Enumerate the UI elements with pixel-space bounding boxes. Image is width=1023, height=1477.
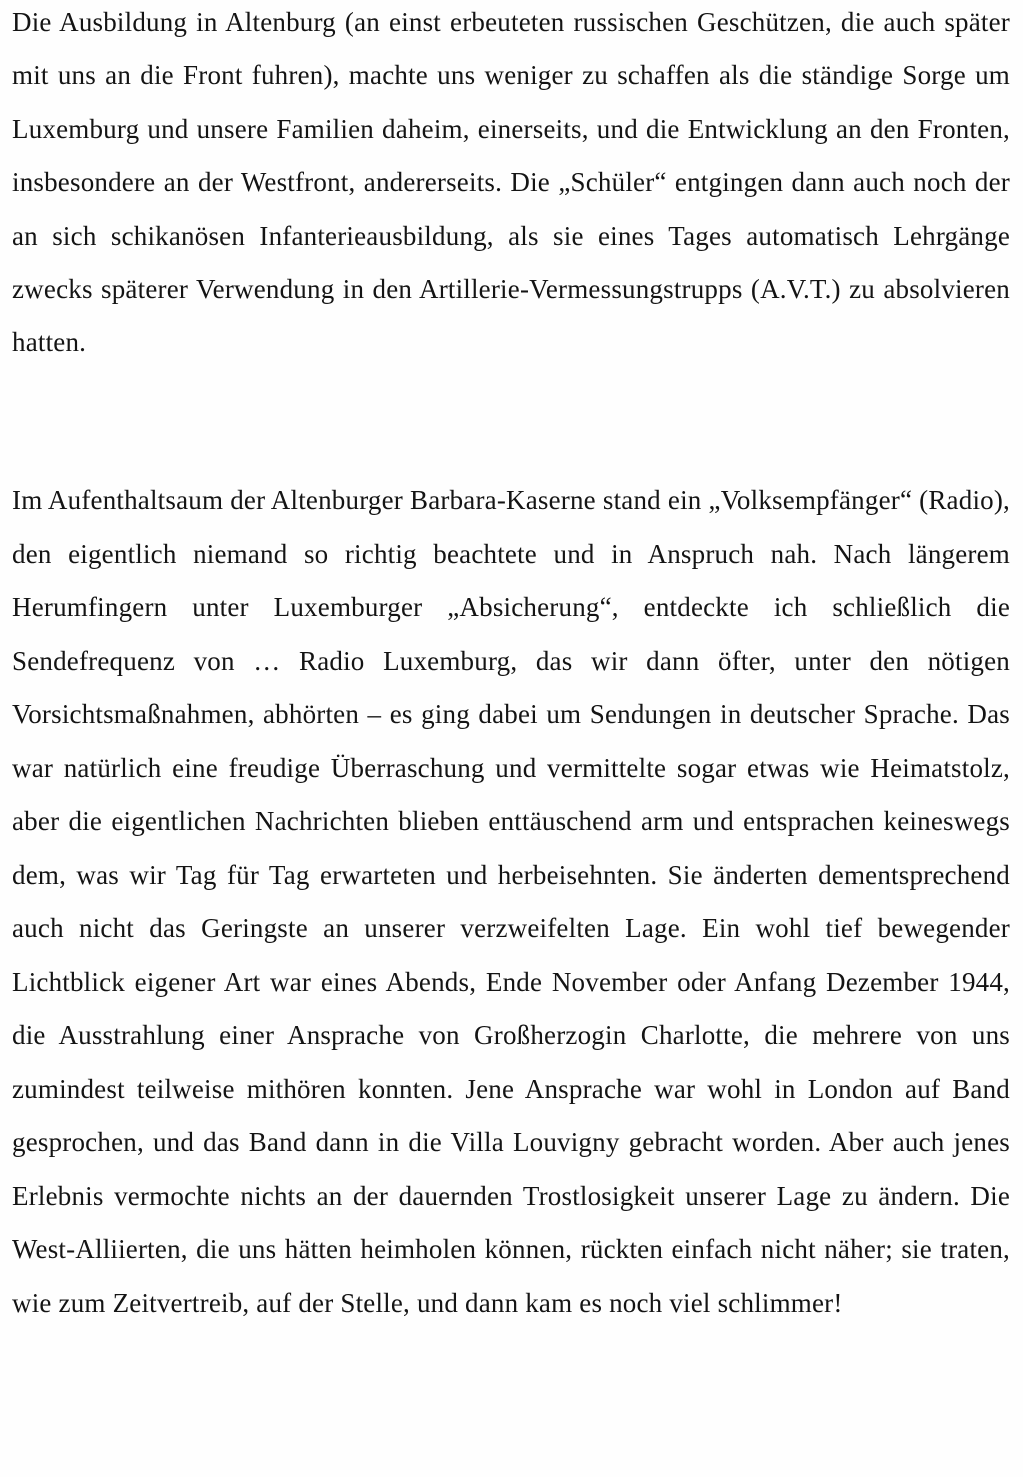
paragraph-radio-luxemburg: Im Aufenthaltsaum der Altenburger Barbara-Kaserne stand ein „Volksempfänger“ (Radio), den eigentlich niemand so richtig beachtete und in Anspruch nah. Nach längerem Herumfingern unter Luxemburger „Absicherung“, entdeckte ich schließlich die Sendefrequenz von … Radio Luxemburg, das wir dann öfter, unter den nötigen Vorsichtsmaßnahmen, abhörten – es ging dabei um Sendungen in deutscher Sprache. Das war natürlich eine freudige Überraschung und vermittelte sogar etwas wie Heimatstolz, aber die eigentlichen Nachrichten blieben enttäuschend arm und entsprachen keineswegs dem, was wir Tag für Tag erwarteten und herbeisehnten. Sie änderten dementsprechend auch nicht das Geringste an unserer verzweifelten Lage. Ein wohl tief bewegender Lichtblick eigener Art war eines Abends, Ende November oder Anfang Dezember 1944, die Ausstrahlung einer Ansprache von Großherzogin Charlotte, die mehrere von uns zumindest teilweise mithören konnten. Jene Ansprache war wohl in London auf Band gesprochen, und das Band dann in die Villa Louvigny gebracht worden. Aber auch jenes Erlebnis vermochte nichts an der dauernden Trostlosigkeit unserer Lage zu ändern. Die West-Alliierten, die uns hätten heimholen können, rückten einfach nicht näher; sie traten, wie zum Zeitvertreib, auf der Stelle, und dann kam es noch viel schlimmer! [12, 485, 1010, 1318]
paragraph-altenburg-training: Die Ausbildung in Altenburg (an einst erbeuteten russischen Geschützen, die auch später mit uns an die Front fuhren), machte uns weniger zu schaffen als die ständige Sorge um Luxemburg und unsere Familien daheim, einerseits, und die Entwicklung an den Fronten, insbesondere an der Westfront, andererseits. Die „Schüler“ entgingen dann auch noch der an sich schikanösen Infanterieausbildung, als sie eines Tages automatisch Lehrgänge zwecks späterer Verwendung in den Artillerie-Vermessungstrupps (A.V.T.) zu absolvieren hatten. [12, 7, 1010, 358]
